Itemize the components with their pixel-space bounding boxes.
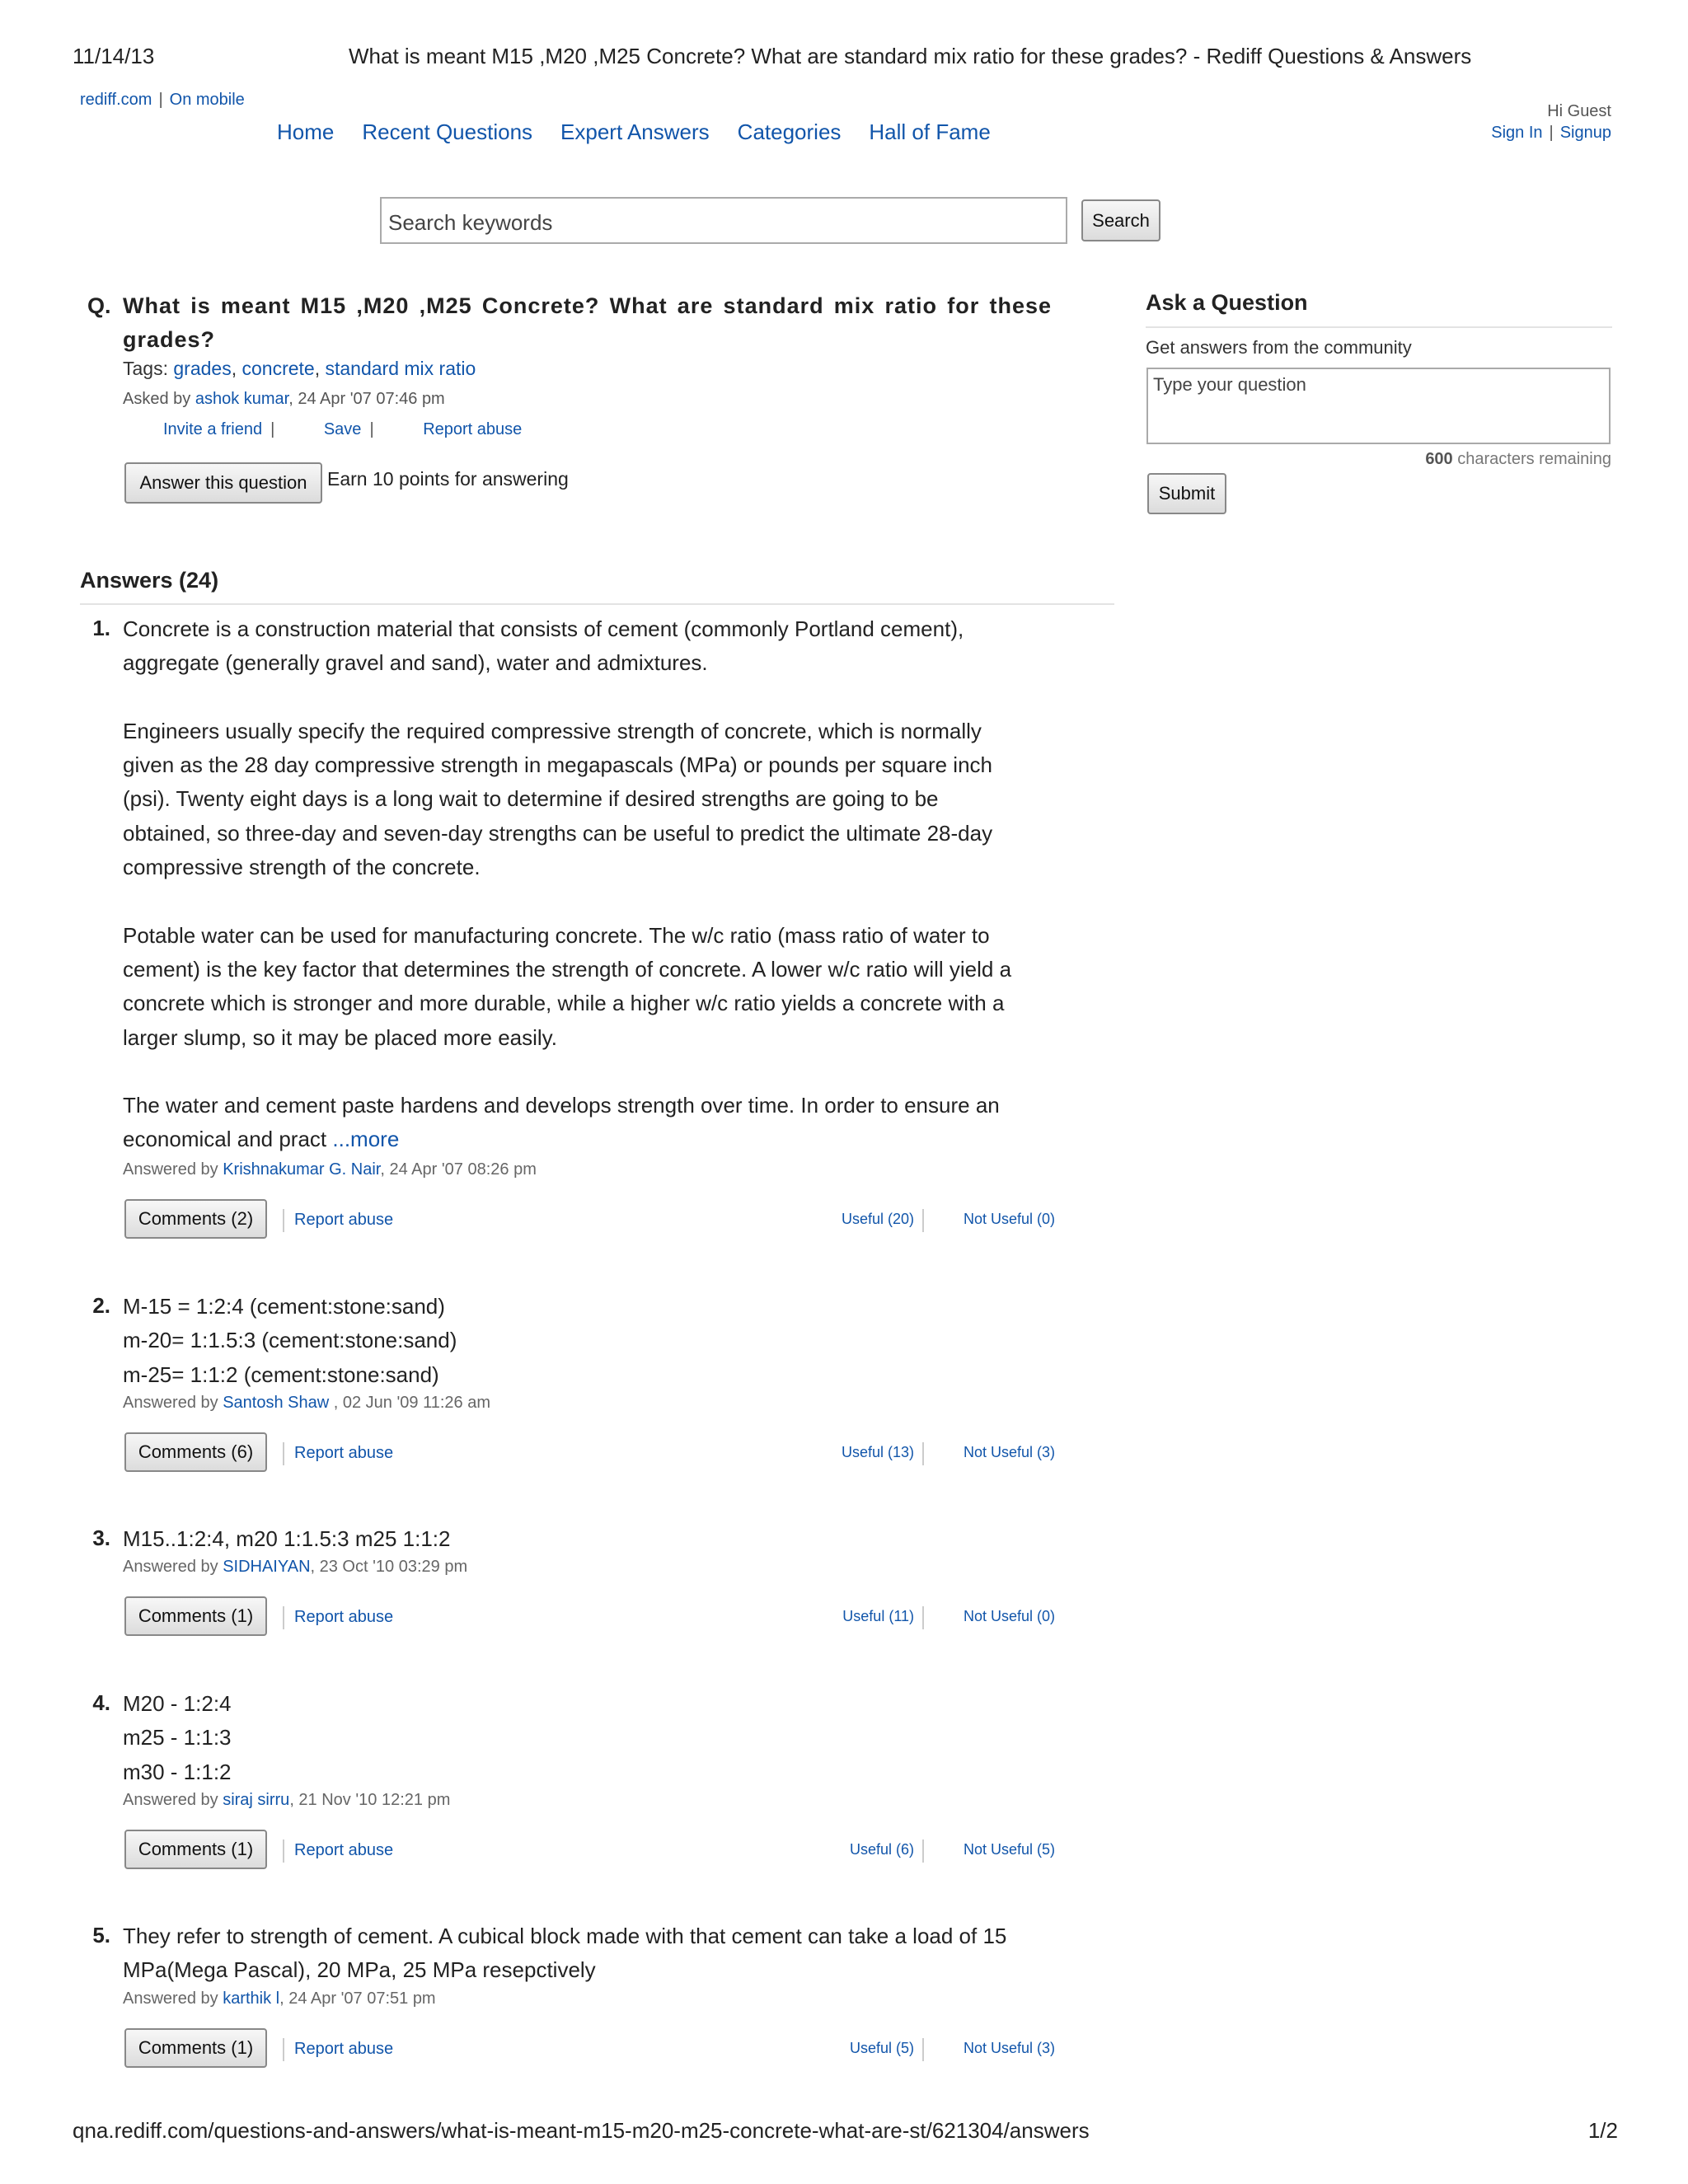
answer-text — [123, 1522, 1112, 1556]
separator — [922, 1442, 924, 1465]
report-abuse-link[interactable]: Report abuse — [294, 1444, 394, 1462]
separator — [283, 1209, 284, 1232]
question-textarea[interactable]: Type your question — [1146, 368, 1611, 444]
answer-line: M-15 = 1:2:4 (cement:stone:sand) — [123, 1294, 445, 1319]
answer-number: 3. — [92, 1526, 110, 1550]
report-abuse-link[interactable]: Report abuse — [423, 420, 523, 438]
chars-count: 600 — [1425, 450, 1453, 468]
separator — [922, 1606, 924, 1629]
answer-number: 2. — [92, 1293, 110, 1318]
separator — [283, 1606, 284, 1629]
invite-friend-link[interactable]: Invite a friend — [163, 420, 263, 438]
search-button[interactable]: Search — [1081, 199, 1160, 241]
author-link[interactable]: Krishnakumar G. Nair — [223, 1160, 381, 1179]
comments-button[interactable]: Comments (6) — [124, 1432, 267, 1472]
rediff-home-link[interactable]: rediff.com — [80, 91, 152, 109]
question-title: What is meant M15 ,M20 ,M25 Concrete? What are standard mix ratio for these grades? — [123, 293, 1052, 352]
tag-link[interactable]: grades — [173, 358, 232, 379]
link-separator: | — [158, 91, 163, 109]
answer-date: , 24 Apr '07 08:26 pm — [380, 1160, 537, 1179]
answer-line: The water and cement paste hardens and develops strength over time. In order to ensure an — [123, 1093, 1000, 1118]
useful-link[interactable]: Useful (6) — [849, 1841, 914, 1858]
answered-by — [123, 1558, 467, 1577]
comments-button[interactable]: Comments (1) — [124, 2028, 267, 2068]
asked-date: , 24 Apr '07 07:46 pm — [288, 390, 445, 408]
answer-line: aggregate (generally gravel and sand), water and admixtures. — [123, 650, 708, 676]
answer-line: larger slump, so it may be placed more easily. — [123, 1024, 557, 1050]
comments-button[interactable]: Comments (1) — [124, 1830, 267, 1869]
answer-line: Concrete is a construction material that consists of cement (commonly Portland cement), — [123, 616, 964, 641]
nav-home[interactable]: Home — [277, 120, 335, 144]
question-tags: Tags: grades, concrete, standard mix ratio — [123, 358, 476, 379]
answer-line: (psi). Twenty eight days is a long wait to determine if desired strengths are going to be — [123, 786, 939, 812]
answered-by — [123, 1394, 490, 1413]
chars-label: characters remaining — [1452, 450, 1611, 468]
answer-question-button[interactable]: Answer this question — [124, 462, 322, 504]
tag-link[interactable]: concrete — [241, 358, 315, 379]
answer-line — [123, 1122, 1112, 1156]
print-page-title: What is meant M15 ,M20 ,M25 Concrete? What are standard mix ratio for these grades? - Rediff Questions & Answers — [349, 44, 1472, 68]
ask-question-subtitle: Get answers from the community — [1146, 337, 1412, 358]
answer-number: 5. — [92, 1923, 110, 1947]
comments-button[interactable]: Comments (2) — [124, 1199, 267, 1239]
answer-line: They refer to strength of cement. A cubical block made with that cement can take a load of 15 — [123, 1924, 1007, 1948]
answer-line: obtained, so three-day and seven-day strengths can be useful to predict the ultimate 28-day — [123, 820, 993, 846]
author-link[interactable]: Santosh Shaw — [223, 1394, 330, 1412]
separator — [922, 1209, 924, 1232]
signup-link[interactable]: Signup — [1559, 124, 1611, 142]
separator — [283, 1442, 284, 1465]
answered-by-label: Answered by — [123, 1160, 218, 1179]
user-box — [1491, 102, 1611, 143]
author-link[interactable]: SIDHAIYAN — [223, 1558, 311, 1576]
save-link[interactable]: Save — [323, 420, 362, 438]
ask-question-title: Ask a Question — [1146, 290, 1308, 315]
nav-hall-of-fame[interactable]: Hall of Fame — [869, 120, 991, 144]
more-link[interactable]: ...more — [332, 1127, 400, 1152]
link-separator: | — [1549, 124, 1554, 142]
characters-remaining — [1425, 450, 1611, 469]
question-actions — [163, 420, 522, 439]
useful-link[interactable]: Useful (11) — [842, 1608, 914, 1624]
tags-label: Tags: — [123, 358, 168, 379]
user-greeting: Hi Guest — [1547, 102, 1611, 120]
answered-by-label: Answered by — [123, 1791, 218, 1809]
main-nav — [277, 120, 1019, 145]
answer-text — [123, 612, 1112, 1157]
answered-by-label: Answered by — [123, 1558, 218, 1576]
answered-by-label: Answered by — [123, 1990, 218, 2008]
print-page-number: 1/2 — [1587, 2118, 1618, 2143]
asked-by-label: Asked by — [123, 390, 191, 408]
answer-text — [123, 1919, 1112, 1988]
useful-link[interactable]: Useful (5) — [849, 2040, 914, 2056]
answer-line: m30 - 1:1:2 — [123, 1759, 232, 1784]
print-url: qna.rediff.com/questions-and-answers/what-is-meant-m15-m20-m25-concrete-what-are-st/621304/answers — [73, 2118, 1090, 2143]
author-link[interactable]: karthik l — [223, 1990, 280, 2008]
answered-by-label: Answered by — [123, 1394, 218, 1412]
sign-in-link[interactable]: Sign In — [1491, 124, 1543, 142]
author-link[interactable]: siraj sirru — [223, 1791, 290, 1809]
answer-line: M20 - 1:2:4 — [123, 1691, 232, 1716]
answered-by — [123, 1160, 537, 1179]
answer-line: M15..1:2:4, m20 1:1.5:3 m25 1:1:2 — [123, 1526, 451, 1551]
search-input[interactable]: Search keywords — [380, 197, 1067, 244]
answers-header: Answers (24) — [80, 568, 219, 593]
answer-date: , 02 Jun '09 11:26 am — [329, 1394, 490, 1412]
answer-date: , 21 Nov '10 12:21 pm — [289, 1791, 451, 1809]
nav-recent-questions[interactable]: Recent Questions — [362, 120, 533, 144]
not-useful-link[interactable]: Not Useful (0) — [963, 1211, 1055, 1227]
report-abuse-link[interactable]: Report abuse — [294, 1841, 394, 1859]
separator — [283, 1840, 284, 1863]
earn-points-text: Earn 10 points for answering — [327, 468, 569, 490]
separator — [283, 2038, 284, 2061]
answer-line: Potable water can be used for manufacturing concrete. The w/c ratio (mass ratio of water to — [123, 922, 990, 948]
sidebar-divider — [1146, 326, 1612, 328]
answered-by — [123, 1990, 436, 2008]
link-separator: | — [270, 420, 275, 438]
answer-line: compressive strength of the concrete. — [123, 855, 481, 880]
answer-date: , 23 Oct '10 03:29 pm — [310, 1558, 468, 1576]
submit-question-button[interactable]: Submit — [1147, 473, 1226, 514]
answer-line: cement) is the key factor that determines the strength of concrete. A lower w/c ratio will yield a — [123, 956, 1012, 982]
on-mobile-link[interactable]: On mobile — [169, 91, 245, 109]
answer-number: 4. — [92, 1690, 110, 1715]
not-useful-link[interactable]: Not Useful (3) — [963, 2040, 1055, 2056]
link-separator: | — [369, 420, 374, 438]
not-useful-link[interactable]: Not Useful (0) — [963, 1608, 1055, 1624]
print-date: 11/14/13 — [73, 44, 155, 68]
report-abuse-link[interactable]: Report abuse — [294, 2040, 394, 2058]
useful-link[interactable]: Useful (13) — [841, 1444, 914, 1460]
answer-line: concrete which is stronger and more durable, while a higher w/c ratio yields a concrete with a — [123, 991, 1005, 1016]
report-abuse-link[interactable]: Report abuse — [294, 1608, 394, 1626]
answer-date: , 24 Apr '07 07:51 pm — [279, 1990, 436, 2008]
report-abuse-link[interactable]: Report abuse — [294, 1211, 394, 1229]
nav-expert-answers[interactable]: Expert Answers — [560, 120, 710, 144]
asker-link[interactable]: ashok kumar — [195, 390, 289, 408]
question-meta — [123, 390, 445, 409]
answer-line-text: economical and pract — [123, 1127, 327, 1152]
separator — [922, 2038, 924, 2061]
separator — [922, 1840, 924, 1863]
answer-line: m-25= 1:1:2 (cement:stone:sand) — [123, 1361, 439, 1387]
answer-text — [123, 1687, 1112, 1789]
answer-line: MPa(Mega Pascal), 20 MPa, 25 MPa resepctively — [123, 1957, 596, 1983]
tag-link[interactable]: standard mix ratio — [325, 358, 476, 379]
useful-link[interactable]: Useful (20) — [841, 1211, 914, 1227]
answer-line: given as the 28 day compressive strength in megapascals (MPa) or pounds per square inch — [123, 752, 993, 778]
answers-divider — [80, 603, 1114, 605]
nav-categories[interactable]: Categories — [737, 120, 842, 144]
answered-by — [123, 1791, 450, 1810]
not-useful-link[interactable]: Not Useful (3) — [963, 1444, 1055, 1460]
comments-button[interactable]: Comments (1) — [124, 1596, 267, 1636]
top-links — [80, 91, 245, 110]
answer-line: m-20= 1:1.5:3 (cement:stone:sand) — [123, 1328, 457, 1353]
answer-line: m25 - 1:1:3 — [123, 1725, 232, 1750]
question-prefix: Q. — [87, 293, 111, 318]
not-useful-link[interactable]: Not Useful (5) — [963, 1841, 1055, 1858]
answer-number: 1. — [92, 616, 110, 640]
answer-text — [123, 1290, 1112, 1392]
answer-line: Engineers usually specify the required compressive strength of concrete, which is normally — [123, 718, 982, 743]
